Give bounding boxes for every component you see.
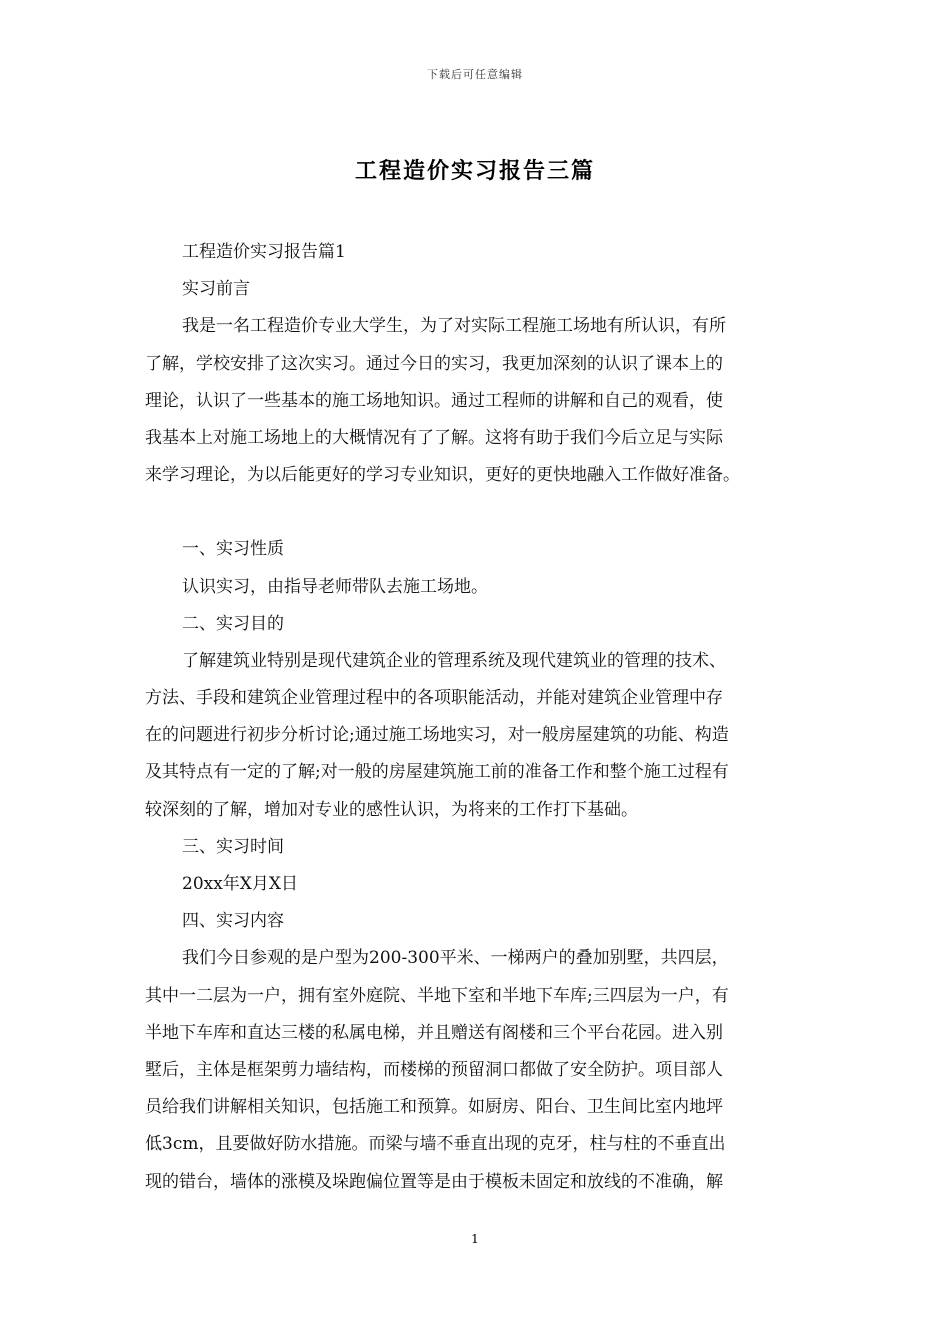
paragraph-line: 我们今日参观的是户型为200-300平米、一梯两户的叠加别墅，共四层，	[182, 948, 729, 969]
paragraph-line: 在的问题进行初步分析讨论;通过施工场地实习，对一般房屋建筑的功能、构造	[145, 725, 729, 746]
paragraph-line: 现的错台，墙体的涨模及垛跑偏位置等是由于模板未固定和放线的不准确，解	[145, 1171, 723, 1192]
paragraph-line: 其中一二层为一户，拥有室外庭院、半地下室和半地下车库;三四层为一户，有	[145, 985, 729, 1006]
paragraph-line: 低3cm，且要做好防水措施。而梁与墙不垂直出现的克牙，柱与柱的不垂直出	[145, 1134, 726, 1155]
section-heading: 一、实习性质	[182, 539, 284, 560]
paragraph-line: 半地下车库和直达三楼的私属电梯，并且赠送有阁楼和三个平台花园。进入别	[145, 1022, 723, 1043]
section-heading: 二、实习目的	[182, 613, 284, 634]
blank-line	[145, 494, 807, 531]
paragraph-line: 我基本上对施工场地上的大概情况有了了解。这将有助于我们今后立足与实际	[145, 427, 723, 448]
paragraph-line: 认识实习，由指导老师带队去施工场地。	[182, 576, 488, 597]
paragraph-line: 及其特点有一定的了解;对一般的房屋建筑施工前的准备工作和整个施工过程有	[145, 762, 729, 783]
header-note: 下载后可任意编辑	[427, 68, 523, 81]
paragraph-line: 来学习理论，为以后能更好的学习专业知识，更好的更快地融入工作做好准备。	[145, 465, 740, 486]
paragraph-line: 理论，认识了一些基本的施工场地知识。通过工程师的讲解和自己的观看，使	[145, 390, 723, 411]
paragraph-line: 20xx年X月X日	[182, 874, 299, 894]
document-body	[145, 234, 807, 1201]
paragraph-line: 了解，学校安排了这次实习。通过今日的实习，我更加深刻的认识了课本上的	[145, 353, 723, 374]
paragraph-line: 我是一名工程造价专业大学生，为了对实际工程施工场地有所认识，有所	[182, 316, 726, 337]
section-heading: 实习前言	[182, 279, 250, 300]
paragraph-line: 墅后，主体是框架剪力墙结构，而楼梯的预留洞口都做了安全防护。项目部人	[145, 1059, 723, 1080]
section-heading: 工程造价实习报告篇1	[182, 242, 346, 262]
paragraph-line: 员给我们讲解相关知识，包括施工和预算。如厨房、阳台、卫生间比室内地坪	[145, 1097, 723, 1118]
section-heading: 四、实习内容	[182, 911, 284, 932]
section-heading: 三、实习时间	[182, 836, 284, 857]
paragraph-line: 较深刻的了解，增加对专业的感性认识，为将来的工作打下基础。	[145, 799, 638, 820]
paragraph-line: 了解建筑业特别是现代建筑企业的管理系统及现代建筑业的管理的技术、	[182, 650, 726, 671]
paragraph-line: 方法、手段和建筑企业管理过程中的各项职能活动，并能对建筑企业管理中存	[145, 688, 723, 709]
page-number: 1	[471, 1232, 479, 1246]
document-title: 工程造价实习报告三篇	[354, 158, 595, 184]
